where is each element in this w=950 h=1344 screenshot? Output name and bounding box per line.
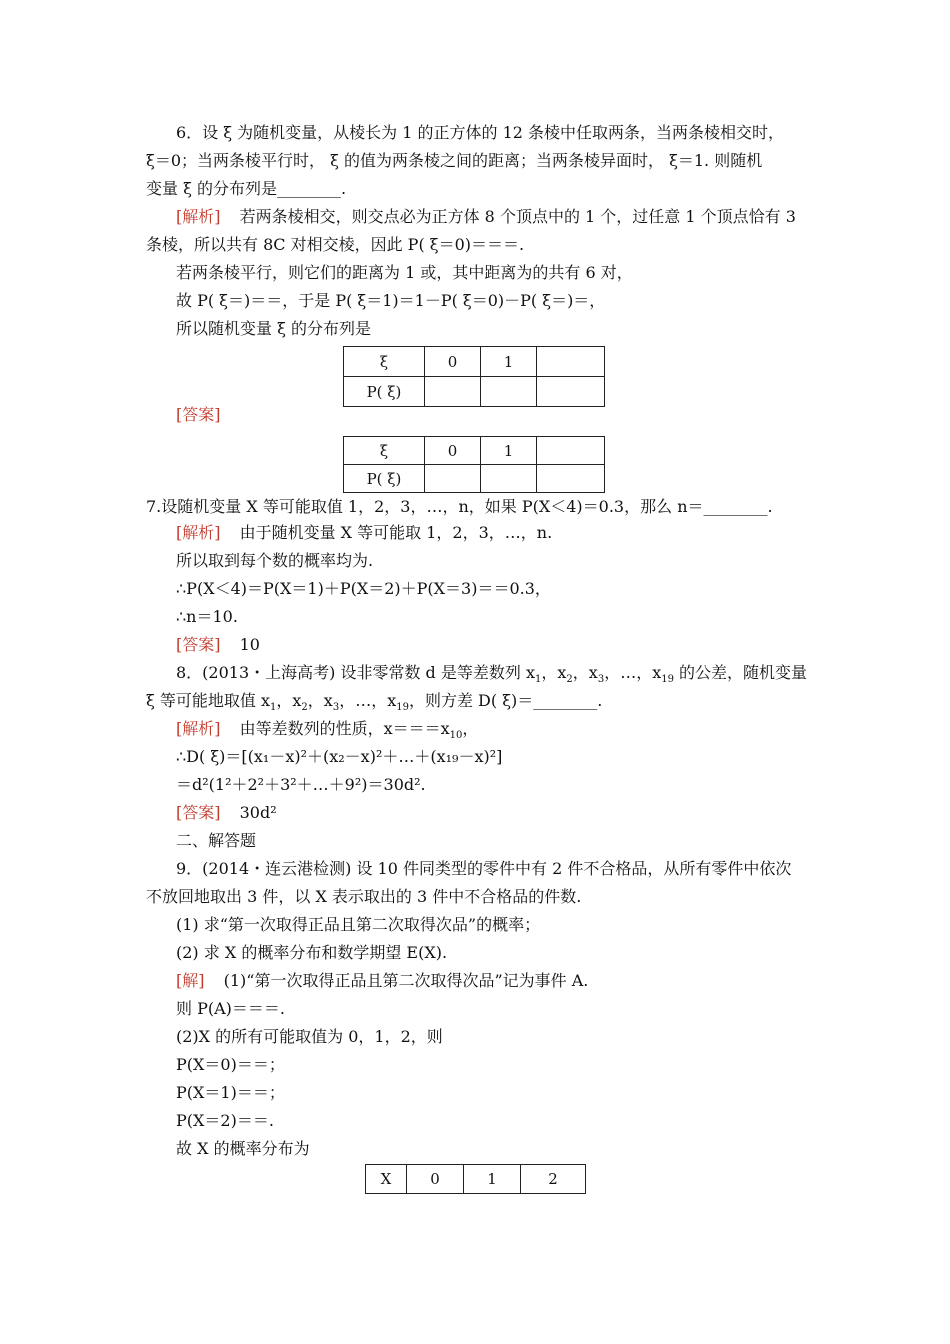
q6-line-3: 变量 ξ 的分布列是________.	[146, 179, 347, 198]
table-header-cell: 1	[464, 1165, 521, 1194]
q6-analysis-line-1	[176, 206, 796, 228]
table-header-cell: 2	[521, 1165, 586, 1194]
q9-distribution-table	[365, 1164, 586, 1194]
q9-solution-line-2: 则 P(A)＝＝＝.	[176, 999, 285, 1018]
subscript: 2	[301, 702, 308, 714]
q8-text: ，x	[541, 663, 567, 682]
analysis-text: 若两条棱相交，则交点必为正方体 8 个顶点中的 1 个，过任意 1 个顶点恰有 3	[239, 207, 796, 226]
q8-line-2	[146, 690, 602, 719]
q8-answer	[176, 802, 277, 824]
table-cell	[537, 377, 605, 407]
q6-analysis-line-5: 所以随机变量 ξ 的分布列是	[176, 319, 371, 338]
q8-text: ，则方差 D( ξ)＝________.	[408, 691, 603, 710]
q8-text: 的公差，随机变量	[673, 663, 808, 682]
table-cell: P( ξ)	[344, 377, 425, 407]
q9-solution-line-4: P(X＝0)＝＝；	[176, 1055, 285, 1074]
table-header-cell	[537, 347, 605, 377]
table-cell: P( ξ)	[344, 465, 425, 493]
answer-tag: [答案]	[176, 405, 221, 424]
q7-analysis-line-4: ∴n＝10.	[176, 607, 238, 626]
subscript: 1	[535, 674, 542, 686]
analysis-tag: [解析]	[176, 207, 221, 226]
q7-analysis-line-1	[176, 522, 552, 544]
q7-line-1: 7.设随机变量 X 等可能取值 1，2，3，…，n，如果 P(X＜4)＝0.3，那么 n＝________.	[146, 497, 773, 516]
q6-line-2: ξ＝0；当两条棱平行时， ξ 的值为两条棱之间的距离；当两条棱异面时， ξ＝1. 则随机	[146, 151, 763, 170]
table-header-cell: 1	[481, 437, 537, 465]
q9-line-1: 9．(2014・连云港检测) 设 10 件同类型的零件中有 2 件不合格品，从所有零件中依次	[176, 859, 792, 878]
table-header-cell: 0	[407, 1165, 464, 1194]
analysis-text: 由等差数列的性质，x＝＝＝x	[239, 719, 450, 738]
table-cell	[425, 465, 481, 493]
subscript: 3	[597, 674, 605, 686]
answer-text: 30d²	[239, 803, 277, 822]
subscript: 19	[661, 674, 674, 686]
table-header-cell: 1	[481, 347, 537, 377]
table-cell	[481, 377, 537, 407]
q9-solution-line-6: P(X＝2)＝＝.	[176, 1111, 274, 1130]
q8-analysis-line-3: ＝d²(1²＋2²＋3²＋…＋9²)＝30d².	[176, 775, 426, 794]
table-header-cell: ξ	[344, 437, 425, 465]
q6-answer-table	[343, 436, 605, 493]
table-header-cell: 0	[425, 347, 481, 377]
q6-analysis-line-3: 若两条棱平行，则它们的距离为 1 或，其中距离为的共有 6 对，	[176, 263, 633, 282]
q7-analysis-line-3: ∴P(X＜4)＝P(X＝1)＋P(X＝2)＋P(X＝3)＝＝0.3，	[176, 579, 551, 598]
q6-analysis-line-2: 条棱，所以共有 8C 对相交棱，因此 P( ξ＝0)＝＝＝.	[146, 235, 525, 254]
subscript: 10	[449, 730, 463, 742]
table-header-cell	[537, 437, 605, 465]
q8-text: ，…，x	[604, 663, 662, 682]
subscript: 1	[270, 702, 277, 714]
q6-answer-tag	[176, 404, 221, 426]
analysis-tag: [解析]	[176, 719, 221, 738]
q8-analysis-line-1	[176, 718, 478, 747]
q8-analysis-line-2: ∴D( ξ)＝[(x₁－x)²＋(x₂－x)²＋…＋(x₁₉－x)²]	[176, 747, 503, 766]
q9-solution-line-1	[176, 970, 588, 992]
q6-line-1: 6．设 ξ 为随机变量，从棱长为 1 的正方体的 12 条棱中任取两条，当两条棱相交时，	[176, 123, 785, 142]
q8-text: ，x	[307, 691, 333, 710]
answer-tag: [答案]	[176, 803, 221, 822]
q9-line-2: 不放回地取出 3 件，以 X 表示取出的 3 件中不合格品的件数.	[146, 887, 582, 906]
q8-text: 8．(2013・上海高考) 设非零常数 d 是等差数列 x	[176, 663, 535, 682]
q8-text: ，…，x	[339, 691, 397, 710]
subscript: 19	[396, 702, 409, 714]
analysis-text: ，	[462, 719, 479, 738]
q9-line-3: (1) 求“第一次取得正品且第二次取得次品”的概率；	[176, 915, 541, 934]
table-header-cell: 0	[425, 437, 481, 465]
subscript: 3	[332, 702, 340, 714]
q7-answer	[176, 634, 260, 656]
q8-text: ，x	[276, 691, 302, 710]
analysis-text: 由于随机变量 X 等可能取 1，2，3，…，n.	[239, 523, 553, 542]
q8-line-1	[176, 662, 807, 691]
table-cell	[537, 465, 605, 493]
section-heading: 二、解答题	[176, 831, 257, 850]
q8-text: ，x	[572, 663, 598, 682]
answer-text: 10	[239, 635, 260, 654]
table-cell	[425, 377, 481, 407]
analysis-tag: [解析]	[176, 523, 221, 542]
q7-analysis-line-2: 所以取到每个数的概率均为.	[176, 551, 374, 570]
q6-distribution-table	[343, 346, 605, 407]
subscript: 2	[566, 674, 573, 686]
q9-solution-line-3: (2)X 的所有可能取值为 0，1，2，则	[176, 1027, 443, 1046]
answer-tag: [答案]	[176, 635, 221, 654]
q9-solution-line-7: 故 X 的概率分布为	[176, 1139, 310, 1158]
table-header-cell: X	[366, 1165, 407, 1194]
table-header-cell: ξ	[344, 347, 425, 377]
q8-text: ξ 等可能地取值 x	[146, 691, 271, 710]
solution-tag: [解]	[176, 971, 205, 990]
table-cell	[481, 465, 537, 493]
q9-solution-line-5: P(X＝1)＝＝；	[176, 1083, 285, 1102]
q6-analysis-line-4: 故 P( ξ＝)＝＝，于是 P( ξ＝1)＝1－P( ξ＝0)－P( ξ＝)＝，	[176, 291, 606, 310]
q9-line-4: (2) 求 X 的概率分布和数学期望 E(X).	[176, 943, 448, 962]
solution-text: (1)“第一次取得正品且第二次取得次品”记为事件 A.	[223, 971, 589, 990]
